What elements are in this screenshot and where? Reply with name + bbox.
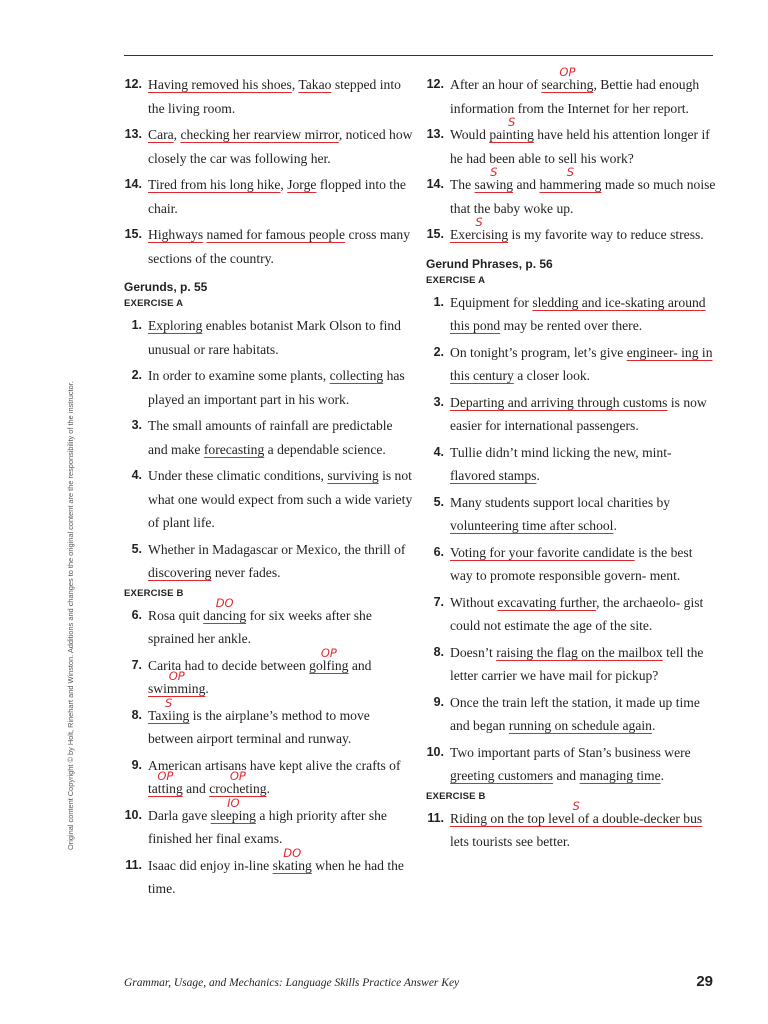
sentence-text: is the airplane’s method to move between airport terminal and runway. <box>148 707 370 746</box>
underlined-answer: Tired from his long hike <box>148 177 281 192</box>
sentence-text: and <box>348 657 372 673</box>
answer-item-15 <box>426 215 716 247</box>
sentence-text: lets tourists see better. <box>450 834 571 849</box>
sentence-text: Many students support local charities by <box>450 494 671 510</box>
answer-item-13 <box>124 123 414 170</box>
underlined-answer: flavored stamps <box>450 468 537 483</box>
right-column <box>426 65 716 857</box>
sentence-text: may be rented over there. <box>500 318 643 333</box>
sentence-text: After an hour of <box>450 77 542 92</box>
answer-item-3 <box>124 414 414 461</box>
answer-item-10 <box>426 741 716 788</box>
sentence-text: In order to examine some plants, <box>148 368 330 383</box>
item-number: 11. <box>427 810 444 825</box>
sentence-text: has played an important part in his work. <box>148 368 405 407</box>
sentence-text: when he had the time. <box>148 857 404 896</box>
exercise-label: EXERCISE B <box>426 790 486 802</box>
sentence-text: and <box>553 768 580 783</box>
sentence-text: , <box>173 127 181 142</box>
item-number: 10. <box>426 744 444 759</box>
copyright-note: Original content Copyright © by Holt, Rinehart and Winston. Additions and changes to the original content are the responsibility of the instructor. <box>66 381 75 850</box>
sentence-text: The <box>450 177 475 192</box>
underlined-answer: checking her rearview mirror <box>180 127 339 142</box>
sentence-text: is not what one would expect from such a wide variety of plant life. <box>148 468 413 530</box>
answer-item-12 <box>426 65 716 120</box>
underlined-answer: sleeping IO <box>210 795 256 823</box>
handwritten-annotation: DO <box>215 595 234 610</box>
underlined-answer: discovering <box>148 565 212 580</box>
item-number: 15. <box>426 227 444 241</box>
exercise-label: EXERCISE A <box>426 274 486 286</box>
sentence-text: Equipment for <box>450 294 533 310</box>
item-number: 9. <box>433 694 444 709</box>
underlined-answer: volunteering time after school <box>450 518 614 533</box>
item-number: 14. <box>124 177 142 191</box>
item-number: 8. <box>433 644 444 659</box>
underlined-answer: named for famous people <box>206 227 346 242</box>
underlined-answer: raising the flag on the mailbox <box>496 644 663 660</box>
sentence-text: have held his attention longer if he had been able to sell his work? <box>450 127 710 166</box>
answer-item-5 <box>426 491 716 538</box>
underlined-answer: sawing S <box>474 165 514 192</box>
sentence-text: . <box>205 681 209 696</box>
answer-item-12 <box>124 73 414 120</box>
underlined-answer: painting S <box>489 115 534 142</box>
answer-item-11 <box>426 798 716 854</box>
sentence-text: for six weeks after she sprained her ankle. <box>148 607 372 646</box>
answer-item-6 <box>124 595 414 651</box>
sentence-text: is now easier for international passengers. <box>450 394 707 433</box>
answer-item-2 <box>426 341 716 388</box>
answer-item-14 <box>426 165 716 220</box>
underlined-answer: engineer- ing in this century <box>450 344 713 383</box>
item-number: 8. <box>131 707 142 722</box>
underlined-answer: golfing OP <box>309 645 349 673</box>
sentence-text: flopped into the chair. <box>148 177 406 216</box>
sentence-text: Carita had to decide between <box>148 657 310 673</box>
item-number: 2. <box>433 344 444 359</box>
item-number: 14. <box>426 177 444 191</box>
left-column <box>124 73 414 904</box>
underlined-answer: skating DO <box>272 845 312 873</box>
sentence-text: . <box>266 781 270 796</box>
underlined-answer: Taxiing S <box>148 695 190 723</box>
item-number: 12. <box>124 77 142 91</box>
sentence-text: a closer look. <box>513 368 591 383</box>
underlined-answer: Takao <box>298 77 332 92</box>
item-number: 15. <box>124 227 142 241</box>
answer-item-9 <box>426 691 716 738</box>
item-number: 3. <box>131 418 142 432</box>
item-number: 3. <box>433 394 444 409</box>
sentence-text: Whether in Madagascar or Mexico, the thrill of <box>148 541 406 557</box>
footer-title: Grammar, Usage, and Mechanics: Language Skills Practice Answer Key <box>124 977 460 989</box>
item-number: 10. <box>124 807 142 822</box>
sentence-text: . <box>660 768 665 783</box>
sentence-text: , the archaeolo- gist could not estimate the age of the site. <box>450 594 704 633</box>
sentence-text: a high priority after she finished her final exams. <box>148 807 387 846</box>
underlined-answer: dancing DO <box>203 595 247 623</box>
sentence-text: Under these climatic conditions, <box>148 468 328 483</box>
underlined-answer: Voting for your favorite candidate <box>450 544 635 560</box>
answer-item-1 <box>426 291 716 338</box>
item-number: 9. <box>131 757 142 772</box>
sentence-text: , Bettie had enough information from the Internet for her report. <box>450 77 700 116</box>
underlined-answer: Cara <box>148 127 174 142</box>
sentence-text: cross many sections of the country. <box>148 227 411 266</box>
item-number: 4. <box>433 444 444 459</box>
underlined-answer: Exercising S <box>450 215 509 242</box>
sentence-text: . <box>613 518 617 533</box>
answer-item-7 <box>426 591 716 638</box>
underlined-answer: Departing and arriving through customs <box>450 394 668 410</box>
item-number: 7. <box>433 594 444 609</box>
handwritten-annotation: OP <box>559 65 576 79</box>
sentence-text: , noticed how closely the car was following her. <box>148 127 413 166</box>
exercise-label: EXERCISE A <box>124 298 184 309</box>
handwritten-annotation: S <box>572 798 580 813</box>
underlined-answer: swimming OP <box>148 669 206 696</box>
handwritten-annotation: S <box>165 695 173 710</box>
answer-item-15 <box>124 223 414 270</box>
handwritten-annotation: DO <box>283 845 302 860</box>
sentence-text: Once the train left the station, it made up time and began <box>450 694 700 733</box>
top-rule <box>124 55 713 56</box>
item-number: 13. <box>124 127 142 141</box>
answer-item-3 <box>426 391 716 438</box>
item-number: 5. <box>433 494 444 509</box>
answer-item-8 <box>426 641 716 688</box>
underlined-answer: managing time <box>579 768 661 783</box>
answer-item-11 <box>124 845 414 901</box>
underlined-answer: crocheting OP <box>209 769 267 796</box>
sentence-text: , <box>291 77 299 92</box>
sentence-text: , <box>280 177 288 192</box>
sentence-text: Without <box>450 594 498 610</box>
sentence-text: Isaac did enjoy in-line <box>148 857 273 873</box>
handwritten-annotation: OP <box>168 669 185 683</box>
sentence-text: Darla gave <box>148 807 211 823</box>
answer-item-9 <box>124 754 414 801</box>
handwritten-annotation: OP <box>229 769 246 783</box>
page-number: 29 <box>696 973 713 990</box>
answer-item-13 <box>426 115 716 170</box>
handwritten-annotation: OP <box>157 769 174 783</box>
underlined-answer: searching OP <box>541 65 594 92</box>
item-number: 11. <box>125 857 142 872</box>
underlined-answer: forecasting <box>203 441 265 457</box>
underlined-answer: hammering S <box>539 165 602 192</box>
answer-item-5 <box>124 538 414 585</box>
sentence-text: Tullie didn’t mind licking the new, mint- <box>450 444 672 460</box>
answer-item-7 <box>124 645 414 701</box>
sentence-text: Would <box>450 127 490 142</box>
underlined-answer: surviving <box>327 468 379 483</box>
sentence-text: enables botanist Mark Olson to find unusual or rare habitats. <box>148 318 401 357</box>
sentence-text: and <box>513 177 540 192</box>
handwritten-annotation: S <box>490 165 498 179</box>
underlined-answer: Jorge <box>287 177 317 192</box>
handwritten-annotation: IO <box>227 795 240 810</box>
section-heading: Gerunds, p. 55 <box>124 280 208 294</box>
item-number: 6. <box>131 607 142 622</box>
sentence-text: Rosa quit <box>148 607 204 623</box>
item-number: 7. <box>131 657 142 672</box>
handwritten-annotation: OP <box>320 645 337 660</box>
sentence-text: stepped into the living room. <box>148 77 401 116</box>
underlined-answer: tatting OP <box>148 769 183 796</box>
exercise-label: EXERCISE B <box>124 587 184 599</box>
item-number: 1. <box>433 294 444 309</box>
sentence-text: The small amounts of rainfall are predictable and make <box>148 418 393 457</box>
handwritten-annotation: S <box>475 215 483 229</box>
sentence-text: is my favorite way to reduce stress. <box>508 227 704 242</box>
handwritten-annotation: S <box>566 165 575 179</box>
underlined-answer: Exploring <box>148 318 203 333</box>
underlined-answer: Highways <box>148 227 204 242</box>
underlined-answer: greeting customers <box>450 768 554 783</box>
sentence-text: Two important parts of Stan’s business were <box>450 744 691 760</box>
item-number: 6. <box>433 544 444 559</box>
answer-item-2 <box>124 364 414 411</box>
item-number: 12. <box>426 77 444 91</box>
sentence-text: is the best way to promote responsible govern- ment. <box>450 544 693 583</box>
sentence-text: . <box>651 718 656 733</box>
sentence-text: a dependable science. <box>264 441 386 457</box>
answer-item-6 <box>426 541 716 588</box>
underlined-answer: excavating further <box>497 594 597 610</box>
sentence-text: American artisans have kept alive the crafts of <box>148 757 401 773</box>
underlined-answer: Riding on the top level of a double-decker bus S <box>450 798 703 826</box>
answer-item-4 <box>124 464 414 535</box>
item-number: 1. <box>131 318 142 332</box>
sentence-text: never fades. <box>211 565 281 580</box>
item-number: 5. <box>131 541 142 556</box>
answer-item-4 <box>426 441 716 488</box>
item-number: 2. <box>131 368 142 382</box>
sentence-text: . <box>536 468 540 483</box>
underlined-answer: Having removed his shoes <box>148 77 292 92</box>
sentence-text: tell the letter carrier we have mail for pickup? <box>450 644 704 683</box>
sentence-text: made so much noise that the baby woke up. <box>450 177 716 216</box>
underlined-answer: running on schedule again <box>508 718 652 733</box>
item-number: 13. <box>426 127 444 141</box>
underlined-answer: sledding and ice-skating around this pond <box>450 294 706 333</box>
answer-item-1 <box>124 314 414 361</box>
answer-item-10 <box>124 795 414 851</box>
answer-item-14 <box>124 173 414 220</box>
item-number: 4. <box>131 468 142 482</box>
sentence-text: Doesn’t <box>450 644 497 660</box>
handwritten-annotation: S <box>507 115 516 129</box>
sentence-text: and <box>182 781 210 796</box>
section-heading: Gerund Phrases, p. 56 <box>426 256 553 271</box>
answer-item-8 <box>124 695 414 751</box>
sentence-text: On tonight’s program, let’s give <box>450 344 627 360</box>
underlined-answer: collecting <box>329 368 384 383</box>
